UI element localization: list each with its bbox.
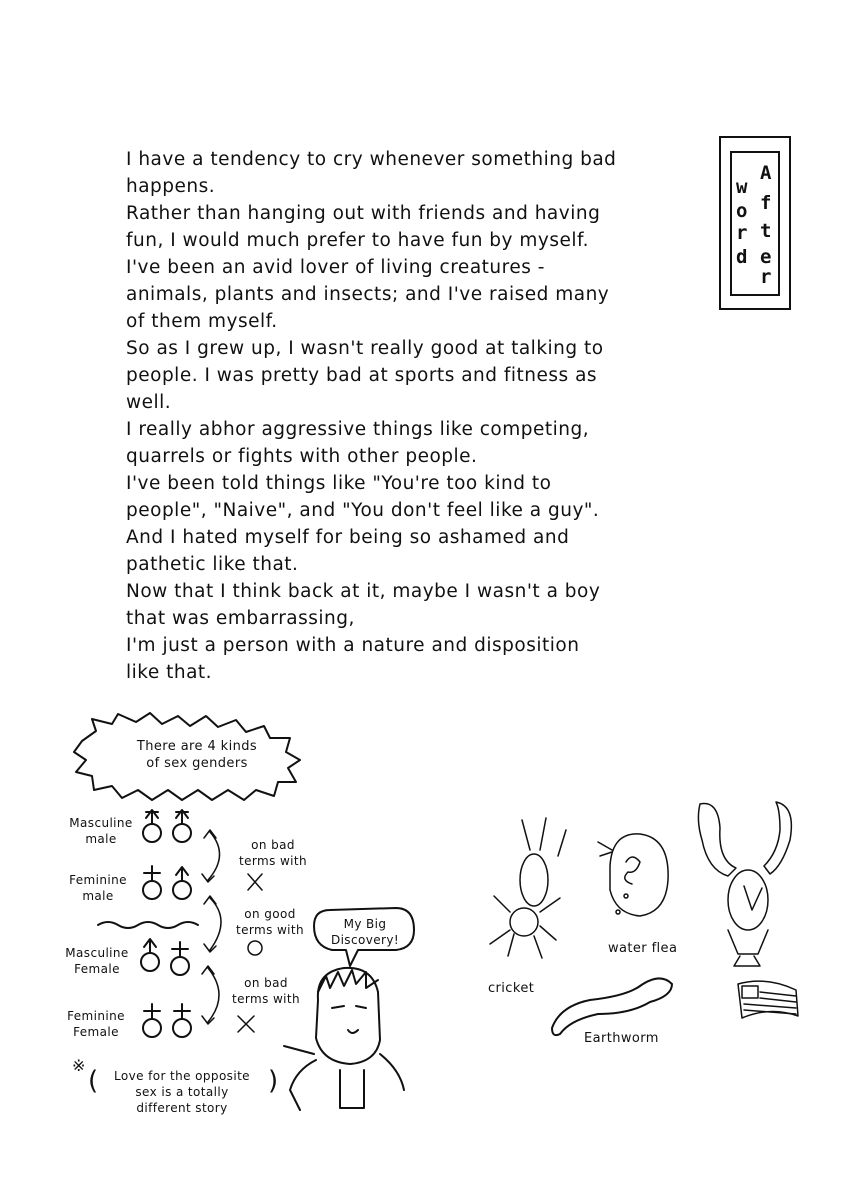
body-line: I have a tendency to cry whenever something bad	[126, 149, 617, 170]
body-line: I really abhor aggressive things like competing,	[126, 419, 590, 440]
rel2-line2: terms with	[235, 923, 305, 937]
arrow-good	[204, 896, 221, 952]
label-masculine-male	[62, 815, 140, 847]
body-line: I've been told things like "You're too kind to	[126, 473, 552, 494]
circle-mark	[248, 941, 262, 955]
rel1-line1: on bad	[251, 838, 295, 852]
body-line: happens.	[126, 176, 216, 197]
label-masculine-female	[58, 945, 136, 977]
water-flea-drawing	[598, 834, 668, 916]
relation-bad-1	[228, 837, 318, 869]
paren-right: )	[268, 1066, 279, 1096]
arrow-bad-1	[202, 830, 220, 882]
masculine-female-symbols	[141, 939, 189, 975]
rel2-line1: on good	[244, 907, 296, 921]
relation-good	[222, 906, 318, 938]
body-line: And I hated myself for being so ashamed and	[126, 527, 570, 548]
earthworm-drawing	[552, 978, 672, 1035]
label-earthworm: Earthworm	[584, 1031, 659, 1046]
arrow-bad-2	[202, 966, 219, 1024]
label-water-flea: water flea	[608, 941, 678, 956]
label-feminine-female	[60, 1008, 132, 1040]
separator-wave	[98, 922, 198, 928]
note-line2: sex is a totally	[135, 1085, 229, 1099]
feminine-female-symbols	[143, 1004, 191, 1037]
body-line: Now that I think back at it, maybe I wasn't a boy	[126, 581, 601, 602]
bubble-line1: My Big	[343, 917, 387, 931]
burst-line-2: of sex genders	[146, 756, 248, 771]
body-line: I've been an avid lover of living creatures -	[126, 257, 545, 278]
body-line: Rather than hanging out with friends and having	[126, 203, 601, 224]
body-line: of them myself.	[126, 311, 278, 332]
rel3-line2: terms with	[231, 992, 301, 1006]
body-line: like that.	[126, 662, 213, 683]
note-line1: Love for the opposite	[114, 1069, 250, 1083]
row4-line2: Female	[73, 1025, 119, 1039]
bubble-line2: Discovery!	[330, 933, 400, 947]
rel3-line1: on bad	[244, 976, 288, 990]
title-letter-t: t	[760, 220, 772, 242]
row1-line2: male	[85, 832, 117, 846]
rel1-line2: terms with	[238, 854, 308, 868]
body-line: animals, plants and insects; and I've raised many	[126, 284, 610, 305]
title-letter-o: o	[736, 200, 748, 222]
crayfish-drawing	[698, 802, 791, 966]
body-line: I'm just a person with a nature and disposition	[126, 635, 580, 656]
body-line: people", "Naive", and "You don't feel like a guy".	[126, 500, 600, 521]
title-letter-e: e	[760, 246, 772, 268]
burst-text	[112, 738, 282, 772]
burst-line-1: There are 4 kinds	[136, 739, 258, 754]
row4-line1: Feminine	[67, 1009, 125, 1023]
cricket-drawing	[490, 818, 566, 958]
row1-line1: Masculine	[69, 816, 133, 830]
row2-line2: male	[82, 889, 114, 903]
body-line: people. I was pretty bad at sports and fitness as	[126, 365, 598, 386]
title-letter-r: r	[760, 266, 772, 288]
body-line: So as I grew up, I wasn't really good at talking to	[126, 338, 604, 359]
reference-mark: ※	[72, 1056, 86, 1075]
row3-line2: Female	[74, 962, 120, 976]
title-letter-a: A	[760, 162, 772, 184]
footnote	[98, 1068, 266, 1116]
title-letter-w: w	[736, 176, 748, 198]
body-line: well.	[126, 392, 172, 413]
body-line: that was embarrassing,	[126, 608, 355, 629]
flag-icon	[738, 981, 798, 1018]
body-line: pathetic like that.	[126, 554, 299, 575]
cross-mark-1	[248, 874, 262, 890]
row2-line1: Feminine	[69, 873, 127, 887]
feminine-male-symbols	[143, 866, 191, 899]
cross-mark-2	[238, 1016, 254, 1032]
label-feminine-male	[62, 872, 134, 904]
body-line: fun, I would much prefer to have fun by myself.	[126, 230, 590, 251]
note-line3: different story	[136, 1101, 228, 1115]
label-cricket: cricket	[488, 981, 535, 996]
body-line: quarrels or fights with other people.	[126, 446, 478, 467]
relation-bad-2	[218, 975, 314, 1007]
title-letter-f: f	[760, 192, 772, 214]
paren-left: (	[88, 1066, 99, 1096]
title-letter-r2: r	[736, 222, 748, 244]
title-letter-d: d	[736, 246, 748, 268]
masculine-male-symbols	[143, 810, 191, 842]
discovery-text	[316, 916, 414, 948]
row3-line1: Masculine	[65, 946, 129, 960]
